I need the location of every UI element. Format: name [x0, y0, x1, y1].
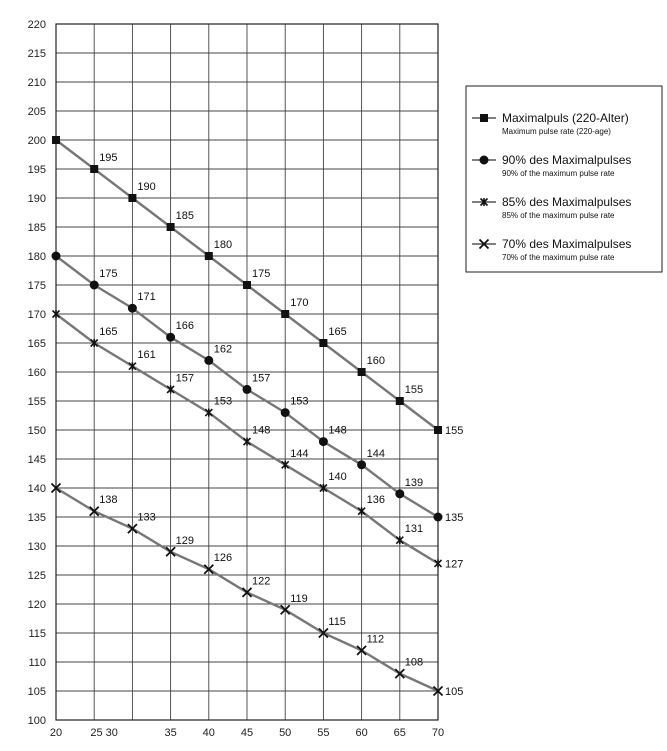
- series-cross: [52, 484, 464, 699]
- data-point: [282, 461, 289, 469]
- square-marker: [205, 252, 213, 260]
- data-point: [167, 223, 175, 231]
- y-tick-label: 215: [27, 48, 46, 60]
- data-point: [244, 438, 251, 446]
- data-label: 131: [404, 523, 424, 536]
- square-marker: [281, 310, 289, 318]
- square-marker: [128, 194, 136, 202]
- data-label: 165: [328, 326, 347, 338]
- square-marker: [243, 281, 251, 289]
- y-tick-label: 100: [27, 715, 46, 727]
- data-point: [128, 304, 137, 313]
- y-tick-label: 170: [27, 309, 46, 321]
- legend-marker: [480, 114, 488, 122]
- data-point: [434, 513, 443, 522]
- x-tick-label: 35: [164, 727, 177, 739]
- square-marker: [434, 426, 442, 434]
- data-label: 157: [175, 372, 194, 385]
- series-star: [53, 310, 464, 570]
- data-label: 126: [213, 552, 233, 565]
- data-point: [281, 408, 290, 417]
- y-tick-label: 155: [27, 396, 46, 408]
- data-point: [166, 333, 175, 342]
- data-label: 119: [290, 592, 308, 605]
- plot-grid: [56, 24, 438, 720]
- y-tick-label: 205: [27, 106, 46, 118]
- square-marker: [319, 339, 327, 347]
- data-point: [396, 397, 404, 405]
- data-point: [395, 489, 404, 498]
- star-marker: [282, 461, 289, 469]
- data-point: [319, 339, 327, 347]
- data-label: 140: [328, 471, 347, 483]
- y-tick-label: 120: [27, 599, 46, 611]
- y-tick-label: 115: [28, 628, 46, 640]
- data-label: 161: [137, 349, 156, 362]
- data-point: [90, 165, 98, 173]
- data-point: [434, 426, 442, 434]
- data-label: 171: [137, 291, 156, 304]
- data-point: [319, 437, 328, 446]
- legend-sublabel: 70% of the maximum pulse rate: [502, 253, 615, 262]
- data-label: 155: [445, 425, 464, 437]
- star-marker: [396, 536, 403, 544]
- legend-label: 90% des Maximalpulses: [502, 153, 632, 167]
- y-tick-label: 195: [27, 164, 46, 176]
- x-tick-label: 55: [317, 727, 330, 739]
- data-label: 175: [99, 268, 118, 280]
- circle-marker: [434, 513, 443, 522]
- data-label: 195: [99, 152, 118, 164]
- x-tick-label: 70: [431, 727, 445, 739]
- legend-label: 70% des Maximalpulses: [502, 237, 632, 251]
- legend-label: Maximalpuls (220-Alter): [502, 111, 629, 125]
- x-tick-label: 20: [49, 727, 63, 739]
- star-marker: [129, 362, 136, 370]
- data-point: [281, 310, 289, 318]
- data-point: [52, 136, 60, 144]
- data-point: [357, 460, 366, 469]
- y-tick-label: 160: [27, 367, 46, 379]
- data-label: 185: [175, 210, 194, 222]
- data-point: [204, 356, 213, 365]
- x-tick-label: 65: [393, 727, 406, 739]
- data-label: 144: [366, 447, 385, 460]
- y-tick-label: 185: [27, 222, 46, 234]
- y-tick-label: 200: [27, 135, 46, 147]
- data-label: 155: [404, 384, 424, 396]
- legend-marker: [480, 156, 489, 165]
- x-tick-label: 40: [202, 727, 215, 739]
- data-point: [90, 281, 99, 290]
- y-tick-label: 210: [27, 77, 46, 89]
- data-point: [243, 281, 251, 289]
- legend-sublabel: Maximum pulse rate (220-age): [502, 127, 611, 136]
- y-tick-label: 190: [27, 193, 46, 205]
- circle-marker: [281, 408, 290, 417]
- legend: [466, 86, 662, 272]
- circle-marker: [395, 489, 404, 498]
- y-tick-label: 125: [27, 570, 46, 582]
- data-label: 115: [328, 616, 346, 628]
- data-point: [205, 252, 213, 260]
- legend-label: 85% des Maximalpulses: [502, 195, 632, 209]
- circle-marker: [243, 385, 252, 394]
- data-point: [358, 368, 366, 376]
- square-marker: [396, 397, 404, 405]
- series-square: [52, 136, 463, 437]
- y-tick-label: 130: [27, 541, 46, 553]
- x-tick-label: 45: [240, 727, 254, 739]
- data-point: [435, 559, 442, 567]
- data-label: 139: [404, 476, 424, 489]
- data-point: [128, 194, 136, 202]
- data-point: [52, 252, 61, 261]
- legend-sublabel: 85% of the maximum pulse rate: [502, 211, 615, 220]
- data-label: 105: [445, 686, 464, 698]
- square-marker: [480, 114, 488, 122]
- data-label: 136: [366, 494, 385, 507]
- x-tick-label: 50: [279, 727, 292, 739]
- y-tick-label: 135: [27, 512, 46, 524]
- data-label: 148: [328, 424, 347, 437]
- data-point: [396, 536, 403, 544]
- data-label: 112: [366, 633, 385, 646]
- data-label: 153: [213, 395, 233, 408]
- star-marker: [358, 507, 365, 515]
- legend-sublabel: 90% of the maximum pulse rate: [502, 169, 615, 178]
- x-tick-label: 25 30: [90, 727, 118, 739]
- data-label: 165: [99, 326, 118, 338]
- data-point: [129, 362, 136, 370]
- data-label: 148: [252, 424, 271, 437]
- data-label: 153: [290, 395, 309, 408]
- data-label: 129: [175, 534, 194, 547]
- data-label: 144: [290, 447, 309, 460]
- star-marker: [244, 438, 251, 446]
- data-label: 157: [252, 372, 271, 385]
- data-label: 138: [99, 494, 118, 507]
- y-tick-label: 165: [27, 338, 46, 350]
- circle-marker: [128, 304, 137, 313]
- circle-marker: [166, 333, 175, 342]
- circle-marker: [319, 437, 328, 446]
- y-tick-label: 220: [27, 19, 46, 31]
- y-tick-label: 105: [27, 686, 46, 698]
- data-point: [205, 409, 212, 417]
- data-label: 135: [445, 512, 464, 524]
- data-label: 160: [366, 355, 385, 367]
- data-label: 133: [137, 511, 156, 524]
- star-marker: [205, 409, 212, 417]
- data-label: 175: [252, 268, 271, 280]
- y-tick-label: 150: [27, 425, 46, 437]
- data-label: 162: [213, 343, 233, 356]
- square-marker: [90, 165, 98, 173]
- data-label: 180: [213, 239, 233, 251]
- y-tick-label: 180: [27, 251, 46, 263]
- y-tick-label: 145: [27, 454, 46, 466]
- data-point: [358, 507, 365, 515]
- data-point: [243, 385, 252, 394]
- y-tick-label: 175: [27, 280, 46, 292]
- data-label: 122: [252, 575, 271, 588]
- star-marker: [435, 559, 442, 567]
- data-label: 108: [404, 656, 424, 669]
- data-point: [167, 385, 174, 393]
- data-label: 127: [445, 558, 464, 571]
- square-marker: [167, 223, 175, 231]
- square-marker: [358, 368, 366, 376]
- circle-marker: [52, 252, 61, 261]
- y-tick-label: 110: [28, 657, 46, 669]
- circle-marker: [204, 356, 213, 365]
- data-label: 190: [137, 181, 156, 193]
- circle-marker: [480, 156, 489, 165]
- circle-marker: [90, 281, 99, 290]
- circle-marker: [357, 460, 366, 469]
- data-label: 170: [290, 297, 309, 309]
- square-marker: [52, 136, 60, 144]
- star-marker: [167, 385, 174, 393]
- x-tick-label: 60: [355, 727, 368, 739]
- y-tick-label: 140: [27, 483, 46, 495]
- data-label: 166: [175, 320, 194, 333]
